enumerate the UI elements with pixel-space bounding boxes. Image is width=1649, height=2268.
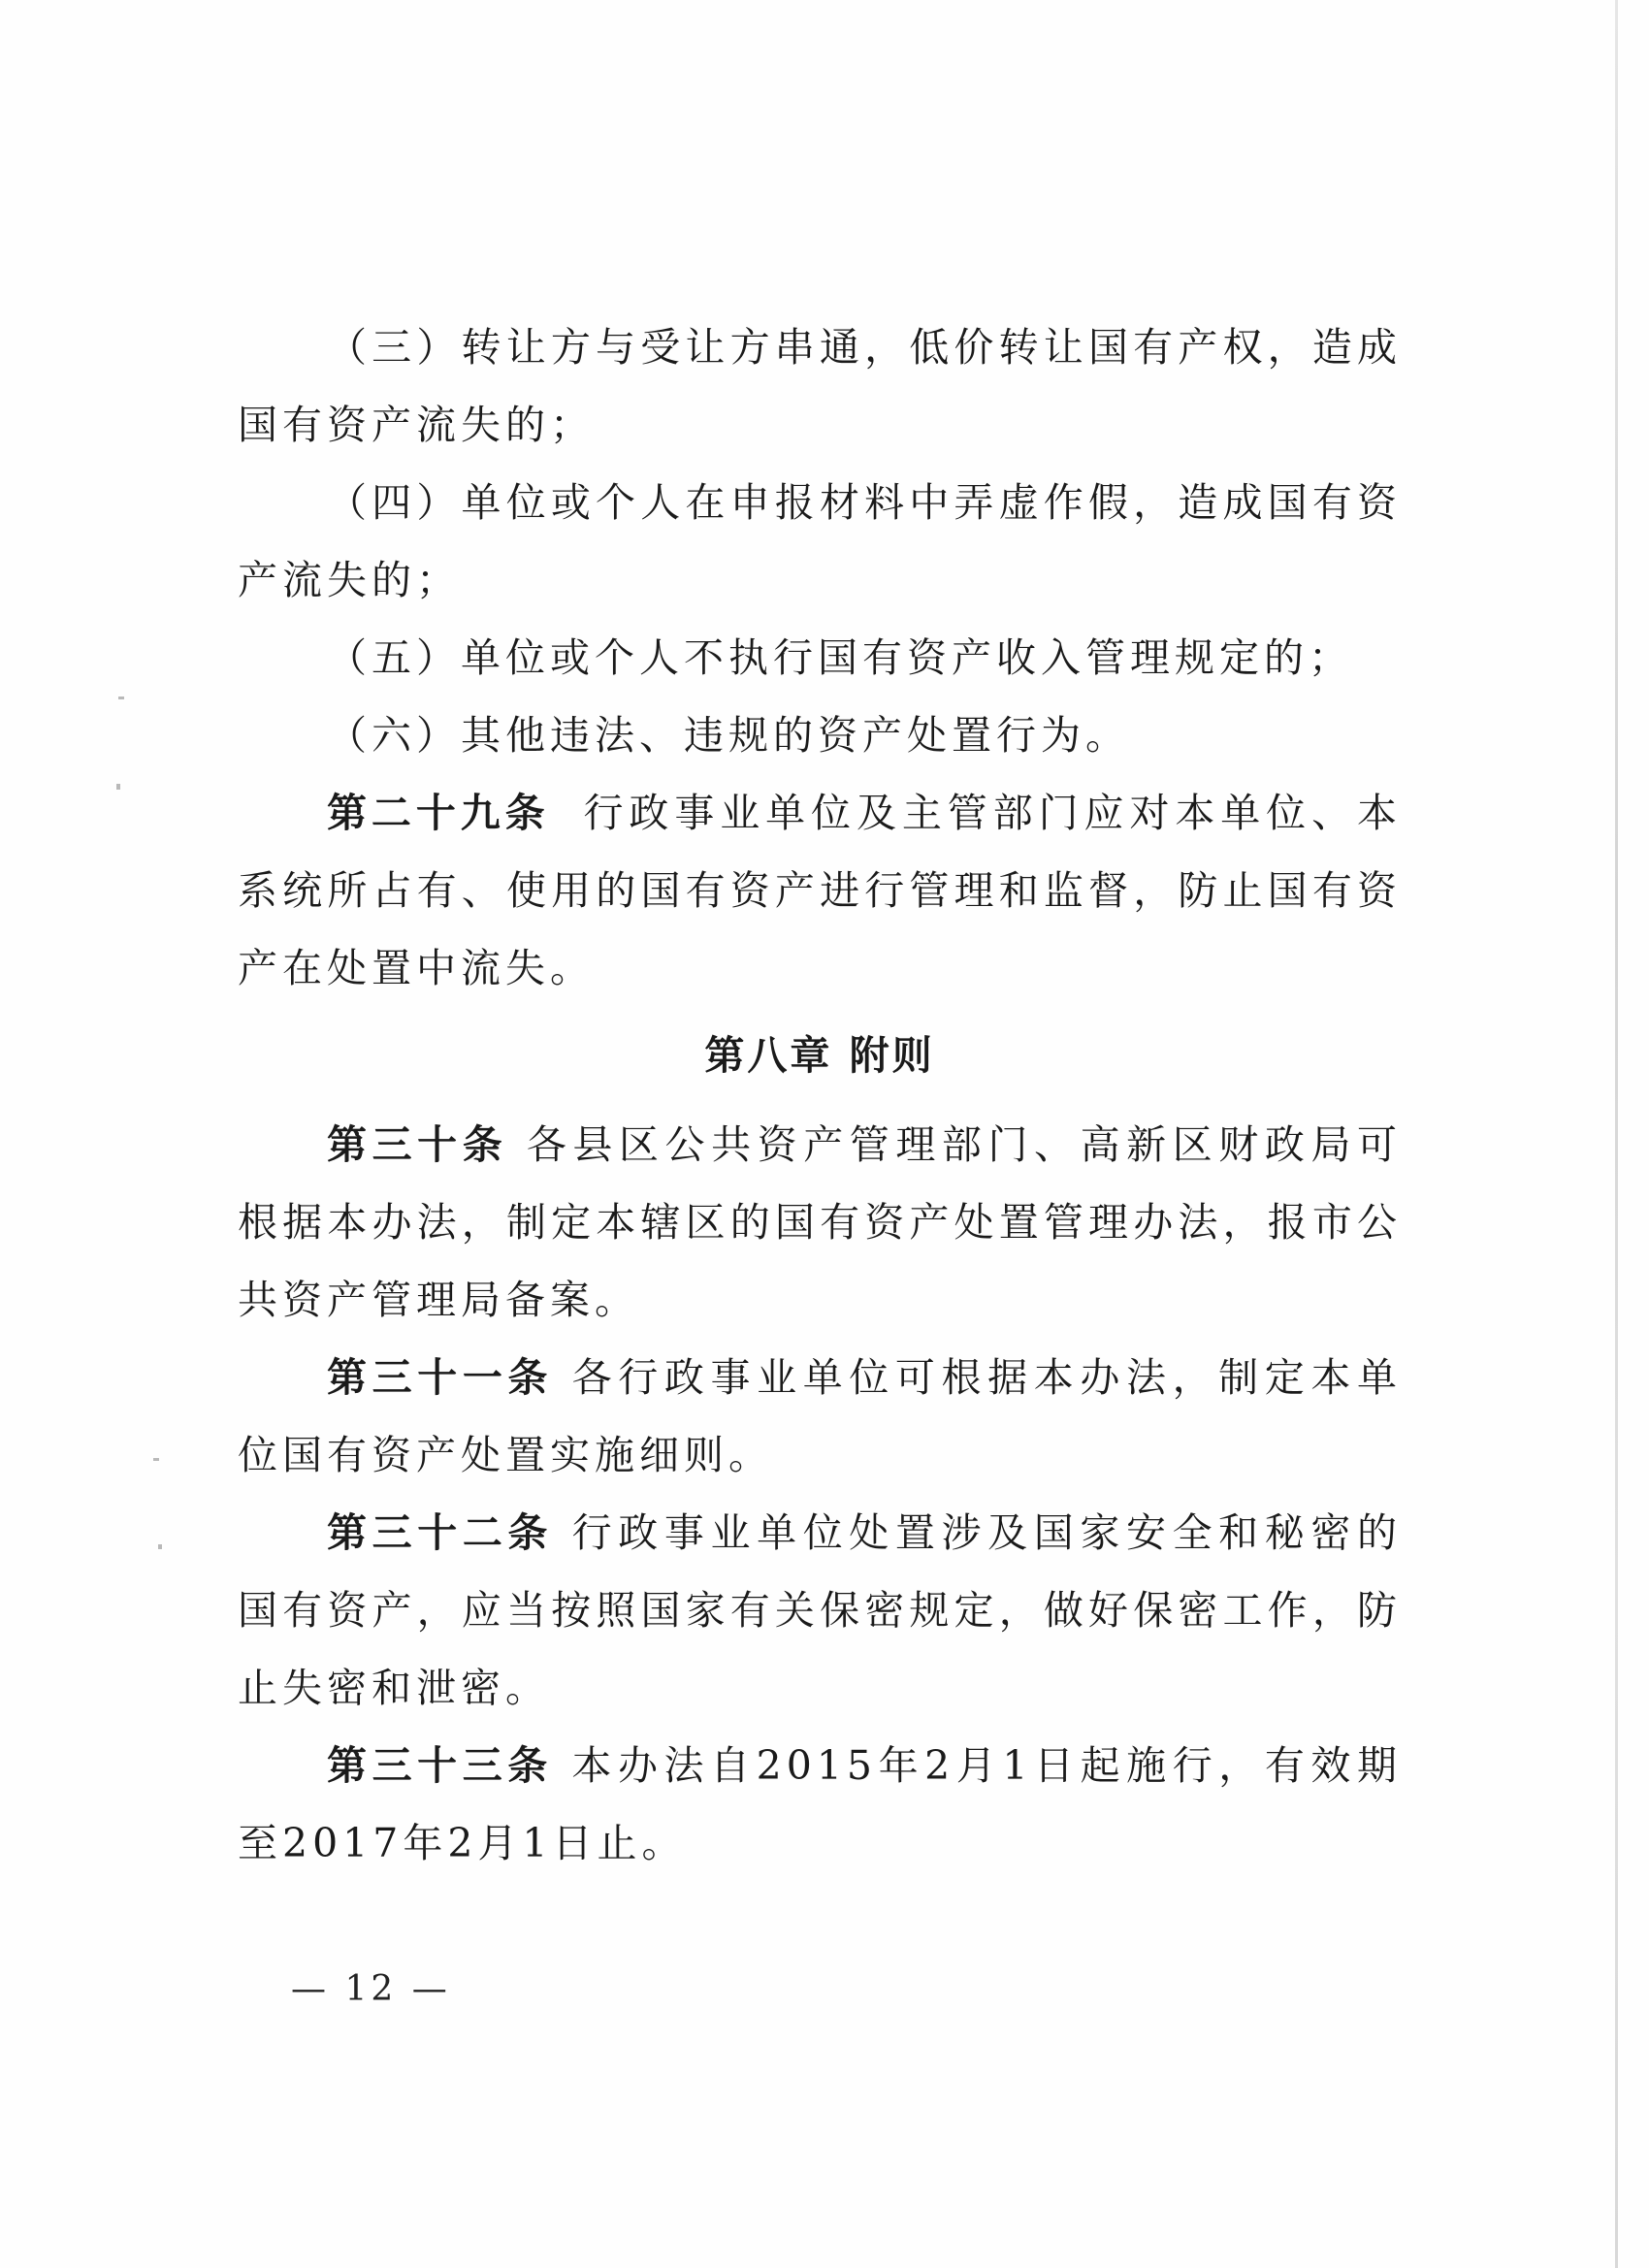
article-number: 第三十条 <box>327 1121 508 1168</box>
article-number: 第三十二条 <box>327 1509 554 1556</box>
paragraph-text: （六）其他违法、违规的资产处置行为。 <box>327 712 1130 759</box>
article-text: 行政事业单位及主管部门应对本单位、本系统所占有、使用的国有资产进行管理和监督，防止国有资产在处置中流失。 <box>238 790 1403 991</box>
article-33 <box>238 1727 1402 1882</box>
paragraph-item-4 <box>238 464 1402 619</box>
paragraph-item-3 <box>238 308 1402 464</box>
article-text: 行政事业单位处置涉及国家安全和秘密的国有资产，应当按照国家有关保密规定，做好保密工作，防止失密和泄密。 <box>238 1509 1403 1711</box>
article-30 <box>238 1106 1402 1339</box>
chapter-title: 第八章 附则 <box>704 1032 935 1079</box>
scan-mark <box>116 784 120 790</box>
article-31 <box>238 1339 1402 1494</box>
article-text: 各行政事业单位可根据本办法，制定本单位国有资产处置实施细则。 <box>238 1354 1403 1478</box>
article-number: 第三十一条 <box>327 1354 554 1401</box>
document-body <box>238 308 1402 1882</box>
article-32 <box>238 1494 1402 1727</box>
paragraph-text: （三）转让方与受让方串通，低价转让国有产权，造成国有资产流失的； <box>238 324 1402 448</box>
article-number: 第二十九条 <box>327 790 550 836</box>
article-text: 本办法自2015年2月1日起施行，有效期至2017年2月1日止。 <box>238 1742 1403 1866</box>
article-number: 第三十三条 <box>327 1742 553 1789</box>
article-text: 各县区公共资产管理部门、高新区财政局可根据本办法，制定本辖区的国有资产处置管理办法，报市公共资产管理局备案。 <box>238 1121 1403 1323</box>
paragraph-item-6 <box>238 697 1402 774</box>
paragraph-text: （四）单位或个人在申报材料中弄虚作假，造成国有资产流失的； <box>238 479 1402 603</box>
scan-mark <box>153 1458 159 1461</box>
paragraph-text: （五）单位或个人不执行国有资产收入管理规定的； <box>327 634 1353 681</box>
scan-mark <box>158 1544 162 1549</box>
page-number: — 12 — <box>291 1969 451 2009</box>
scan-mark <box>118 697 124 699</box>
paragraph-item-5 <box>238 619 1402 697</box>
scan-edge-line <box>1615 0 1618 2268</box>
article-29 <box>238 774 1402 1007</box>
